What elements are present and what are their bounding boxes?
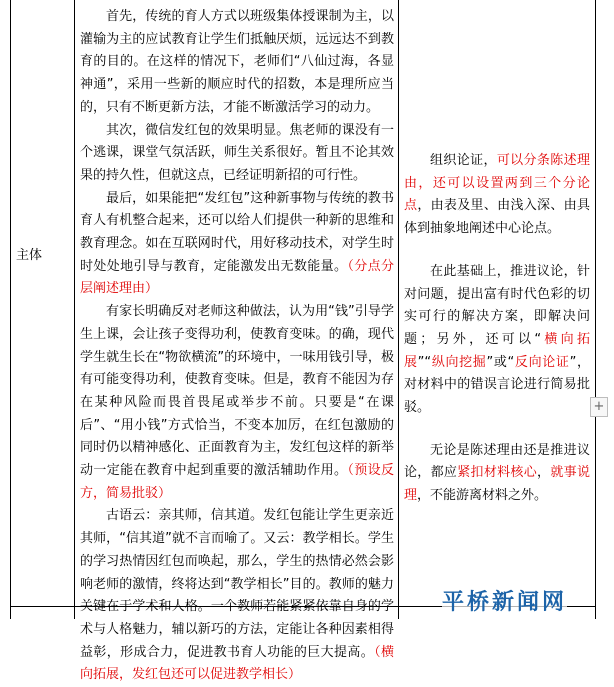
side-note-focus: 无论是陈述理由还是推进议论，都应紧扣材料核心，就事说理，不能游离材料之外。 bbox=[404, 442, 590, 504]
table-divider-side bbox=[398, 0, 399, 619]
side-note-advance: 在此基础上，推进议论，针对问题，提出富有时代色彩的切实可行的解决方案，即解决问题；另外，还可以“横向拓展”“纵向挖掘”或“反向论证”，对材料中的错误言论进行简易批驳。 bbox=[404, 263, 590, 416]
paragraph-last: 最后，如果能把“发红包”这种新事物与传统的教书育人有机整合起来，还可以给人们提供一种新的思维和教育理念。如在互联网时代，用好移动技术，对学生时时处处地引导与教育，定能激发出无数能量。（分点分层阐述理由） bbox=[80, 190, 394, 297]
table-border-right bbox=[595, 0, 596, 619]
annotation-rebuttal: （预设反方，简易批驳） bbox=[80, 463, 394, 501]
site-watermark: 平桥新闻网 bbox=[442, 589, 568, 615]
paragraph-first: 首先，传统的育人方式以班级集体授课制为主，以灌输为主的应试教育让学生们抵触厌烦，远远达不到教育的目的。在这样的情况下，老师们“八仙过海，各显神通”，采用一些新的顺应时代的招数，本是理所应当的，只有不断更新方法，才能不断激活学习的动力。 bbox=[80, 9, 394, 115]
side-note-organize: 组织论证，可以分条陈述理由，还可以设置两到三个分论点，由表及里、由浅入深、由具体到抽象地阐述中心论点。 bbox=[404, 153, 590, 237]
table-divider-label bbox=[74, 0, 75, 619]
annotation-extension: （横向拓展，发红包还可以促进教学相长） bbox=[80, 644, 394, 683]
side-column bbox=[404, 150, 590, 508]
row-label: 主体 bbox=[16, 248, 43, 263]
table-border-left bbox=[10, 0, 11, 619]
paragraph-rebuttal: 有家长明确反对老师这种做法，认为用“钱”引导学生上课，会让孩子变得功利，使教育变味。的确，现代学生就生长在“物欲横流”的环境中，一味用钱引导，极有可能变得功利，使教育变味。但是，教育不能因为存在某种风险而畏首畏尾或举步不前。只要是“在课后”、“用小钱”方式恰当，不变本加厉，在红包激励的同时仍以精神感化、正面教育为主，发红包这样的新举动一定能在教育中起到重要的激活辅助作用。（预设反方，简易批驳） bbox=[80, 304, 394, 501]
paragraph-extension: 古语云：亲其师，信其道。发红包能让学生更亲近其师，“信其道”就不言而喻了。又云：教学相长。学生的学习热情因红包而唤起，那么，学生的热情必然会影响老师的激情，终将达到“教学相长”目的。教师的魅力关键在于学术和人格。一个教师若能紧紧依靠自身的学术与人格魅力，辅以新巧的方法，定能让各种因素相得益彰，形成合力，促进教书育人功能的巨大提高。（横向拓展，发红包还可以促进教学相长） bbox=[80, 508, 394, 683]
main-column bbox=[80, 6, 394, 687]
expand-button[interactable]: + bbox=[590, 397, 608, 417]
annotation-reasons: （分点分层阐述理由） bbox=[80, 258, 394, 297]
paragraph-second: 其次，微信发红包的效果明显。焦老师的课没有一个逃课，课堂气氛活跃，师生关系很好。暂且不论其效果的持久性，但就这点，已经证明新招的可行性。 bbox=[80, 122, 394, 183]
